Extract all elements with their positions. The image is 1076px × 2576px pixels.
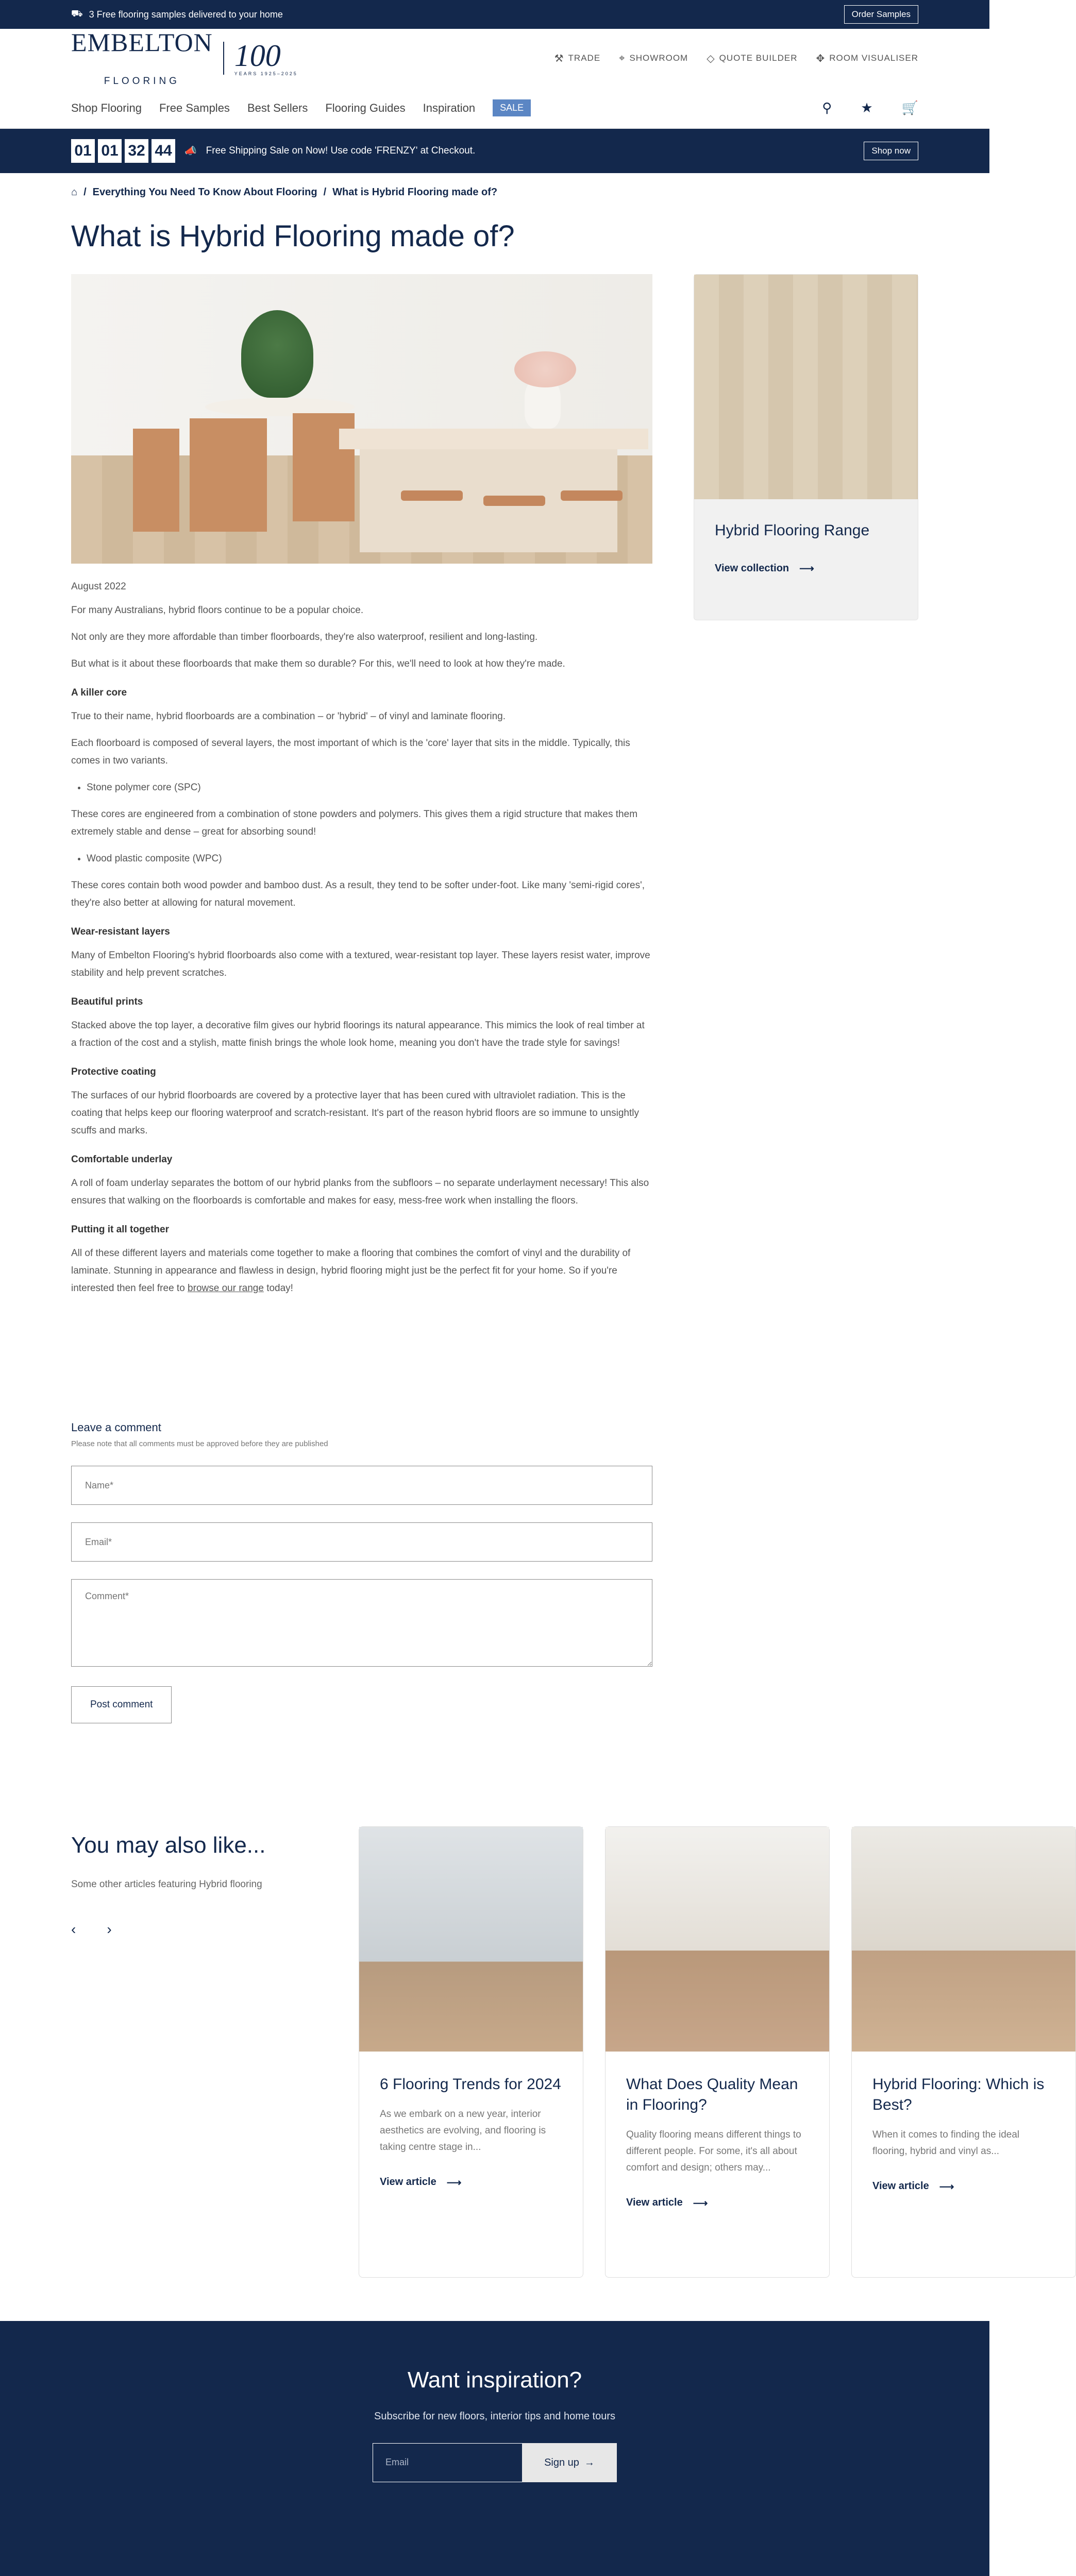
arrow-right-icon: ⟶: [799, 563, 814, 574]
countdown-hours: 01: [98, 139, 122, 163]
article-paragraph: These cores are engineered from a combination of stone powders and polymers. This gives them a rigid structure that makes them extremely stable and dense – great for absorbing sound!: [71, 809, 638, 837]
view-article-link[interactable]: View article ⟶: [872, 2180, 954, 2193]
countdown-seconds: 44: [152, 139, 175, 163]
header-link-trade[interactable]: ⚒ TRADE: [554, 53, 601, 64]
header-link-visualiser[interactable]: ✥ ROOM VISUALISER: [816, 53, 918, 64]
article-card-title: 6 Flooring Trends for 2024: [380, 2076, 561, 2093]
main-nav: [0, 88, 989, 129]
article-paragraph: Each floorboard is composed of several layers, the most important of which is the 'core' layer that sits in the middle. Typically, this comes in two variants.: [71, 738, 630, 766]
article-paragraph: Many of Embelton Flooring's hybrid floorboards also come with a textured, wear-resistant top layer. These layers resist water, improve stability and help prevent scratches.: [71, 950, 650, 978]
nav-best-sellers[interactable]: Best Sellers: [247, 101, 308, 114]
article-heading: Protective coating: [71, 1066, 156, 1077]
related-title: You may also like...: [71, 1833, 266, 1858]
browse-range-link[interactable]: browse our range: [188, 1283, 264, 1294]
countdown-days: 01: [71, 139, 95, 163]
search-icon[interactable]: ⚲: [822, 100, 832, 115]
sidebar: [694, 274, 918, 1297]
name-input[interactable]: [71, 1466, 652, 1505]
newsletter-email-input[interactable]: Email: [373, 2443, 522, 2482]
page-title: What is Hybrid Flooring made of?: [71, 219, 515, 253]
hammer-icon: ⚒: [554, 53, 564, 64]
arrow-right-icon: →: [584, 2456, 595, 2468]
logo-brand: EMBELTON: [71, 28, 213, 57]
article-list-item: • Wood plastic composite (WPC): [87, 850, 652, 868]
related-subtitle: Some other articles featuring Hybrid flooring: [71, 1879, 262, 1890]
article-date: August 2022: [71, 581, 126, 592]
cart-icon[interactable]: 🛒: [901, 100, 918, 115]
breadcrumb: ⌂ / Everything You Need To Know About Flooring / What is Hybrid Flooring made of?: [71, 187, 498, 198]
article-card[interactable]: [359, 1826, 583, 2278]
header-link-quote[interactable]: ◇ QUOTE BUILDER: [707, 53, 798, 64]
logo[interactable]: [71, 29, 298, 87]
range-card[interactable]: [694, 274, 918, 620]
announcement-text: 3 Free flooring samples delivered to your home: [89, 9, 283, 20]
post-comment-button[interactable]: Post comment: [71, 1686, 172, 1723]
logo-hundred: 100: [234, 39, 281, 73]
home-icon[interactable]: ⌂: [71, 187, 78, 198]
article-card-excerpt: Quality flooring means different things to different people. For some, it's all about comfort and design; others may...: [626, 2129, 801, 2173]
nav-shop-flooring[interactable]: Shop Flooring: [71, 101, 142, 114]
cursor-icon: ✥: [816, 53, 826, 64]
range-title: Hybrid Flooring Range: [715, 522, 870, 539]
article-list-item: • Stone polymer core (SPC): [87, 779, 652, 796]
nav-inspiration[interactable]: Inspiration: [423, 101, 476, 114]
shop-now-button[interactable]: Shop now: [864, 142, 918, 160]
article-heading: A killer core: [71, 687, 127, 698]
article-card-excerpt: When it comes to finding the ideal flooring, hybrid and vinyl as...: [872, 2129, 1020, 2157]
related-articles: [0, 1826, 1045, 2280]
tag-icon: ◇: [707, 53, 715, 64]
article-paragraph: For many Australians, hybrid floors continue to be a popular choice.: [71, 605, 364, 616]
breadcrumb-parent[interactable]: Everything You Need To Know About Flooring: [92, 187, 317, 198]
article-paragraph: True to their name, hybrid floorboards are a combination – or 'hybrid' – of vinyl and laminate flooring.: [71, 711, 506, 722]
article-card[interactable]: [851, 1826, 1076, 2278]
comment-note: Please note that all comments must be approved before they are published: [71, 1439, 328, 1448]
nav-flooring-guides[interactable]: Flooring Guides: [325, 101, 406, 114]
arrow-right-icon: ⟶: [939, 2181, 954, 2193]
article-card-image: [852, 1827, 1075, 2052]
breadcrumb-current: What is Hybrid Flooring made of?: [332, 187, 498, 198]
comment-title: Leave a comment: [71, 1421, 161, 1434]
arrow-right-icon: ⟶: [446, 2177, 462, 2189]
range-image: [694, 275, 918, 499]
article-paragraph: The surfaces of our hybrid floorboards are covered by a protective layer that has been cured with ultraviolet radiation. This is the coating that helps keep our flooring waterproof and scratch-resistant. It's part of the reason hybrid floors are so immune to unsightly scuffs and marks.: [71, 1090, 639, 1136]
site-header: [0, 29, 989, 88]
chevron-left-icon[interactable]: ‹: [71, 1921, 76, 1937]
article-card[interactable]: [605, 1826, 830, 2278]
nav-free-samples[interactable]: Free Samples: [159, 101, 230, 114]
megaphone-icon: 📣: [184, 146, 197, 157]
announcement-bar: [0, 0, 989, 29]
header-link-showroom[interactable]: ⌖ SHOWROOM: [619, 52, 688, 64]
arrow-right-icon: ⟶: [693, 2198, 708, 2209]
newsletter-subtitle: Subscribe for new floors, interior tips and home tours: [374, 2411, 615, 2422]
article-card-title: What Does Quality Mean in Flooring?: [626, 2076, 798, 2113]
promo-message: Free Shipping Sale on Now! Use code 'FRENZY' at Checkout.: [206, 145, 476, 156]
logo-divider: [223, 42, 224, 75]
newsletter-title: Want inspiration?: [407, 2367, 582, 2393]
article-card-image: [606, 1827, 829, 2052]
newsletter-section: [0, 2321, 989, 2553]
countdown-minutes: 32: [125, 139, 148, 163]
article-paragraph: These cores contain both wood powder and bamboo dust. As a result, they tend to be softer under-foot. Like many 'semi-rigid cores', they're also better at allowing for natural movement.: [71, 880, 645, 908]
article-heading: Comfortable underlay: [71, 1154, 173, 1165]
comment-textarea[interactable]: [71, 1579, 652, 1667]
countdown-timer: [71, 139, 175, 163]
chevron-right-icon[interactable]: ›: [107, 1921, 112, 1937]
logo-years: YEARS 1925–2025: [234, 71, 298, 76]
comment-form: [0, 1421, 652, 1723]
article: [71, 274, 652, 1297]
article-paragraph: Not only are they more affordable than timber floorboards, they're also waterproof, resilient and long-lasting.: [71, 632, 538, 642]
favourites-icon[interactable]: ★: [861, 100, 873, 115]
email-input[interactable]: [71, 1522, 652, 1562]
nav-sale[interactable]: SALE: [493, 99, 531, 116]
location-pin-icon: ⌖: [619, 52, 626, 64]
article-paragraph: But what is it about these floorboards that make them so durable? For this, we'll need to look at how they're made.: [71, 658, 565, 669]
article-heading: Putting it all together: [71, 1224, 169, 1235]
article-paragraph: Stacked above the top layer, a decorative film gives our hybrid floorings its natural appearance. This mimics the look of real timber at a fraction of the cost and a stylish, matte finish brings the whole look home, meaning you don't have the trade style for savings!: [71, 1020, 645, 1048]
article-card-image: [359, 1827, 583, 2052]
view-collection-link[interactable]: View collection ⟶: [715, 563, 814, 574]
header-links: [554, 52, 918, 65]
order-samples-button[interactable]: Order Samples: [844, 5, 918, 24]
article-card-excerpt: As we embark on a new year, interior aesthetics are evolving, and flooring is taking centre stage in...: [380, 2109, 546, 2153]
logo-sub: FLOORING: [104, 76, 180, 87]
article-paragraph: All of these different layers and materials come together to make a flooring that combines the comfort of vinyl and the durability of laminate. Stunning in appearance and flawless in design, hybrid flooring might just be the perfect fit for your home. So if you're interested then feel free to browse our range today!: [71, 1248, 631, 1294]
article-paragraph: A roll of foam underlay separates the bottom of our hybrid planks from the subfloors – no separate underlayment necessary! This also ensures that walking on the floorboards is comfortable and makes for easy, mess-free work when installing the floors.: [71, 1178, 649, 1206]
view-article-link[interactable]: View article ⟶: [380, 2176, 462, 2189]
article-heading: Beautiful prints: [71, 996, 143, 1007]
article-card-title: Hybrid Flooring: Which is Best?: [872, 2076, 1045, 2113]
article-heading: Wear-resistant layers: [71, 926, 170, 937]
main-content: [0, 253, 989, 1297]
view-article-link[interactable]: View article ⟶: [626, 2197, 708, 2209]
promo-bar: [0, 129, 989, 173]
site-footer: [0, 2553, 989, 2576]
sign-up-button[interactable]: Sign up →: [522, 2443, 617, 2482]
hero-image: [71, 274, 652, 564]
truck-icon: ⛟: [71, 8, 83, 19]
